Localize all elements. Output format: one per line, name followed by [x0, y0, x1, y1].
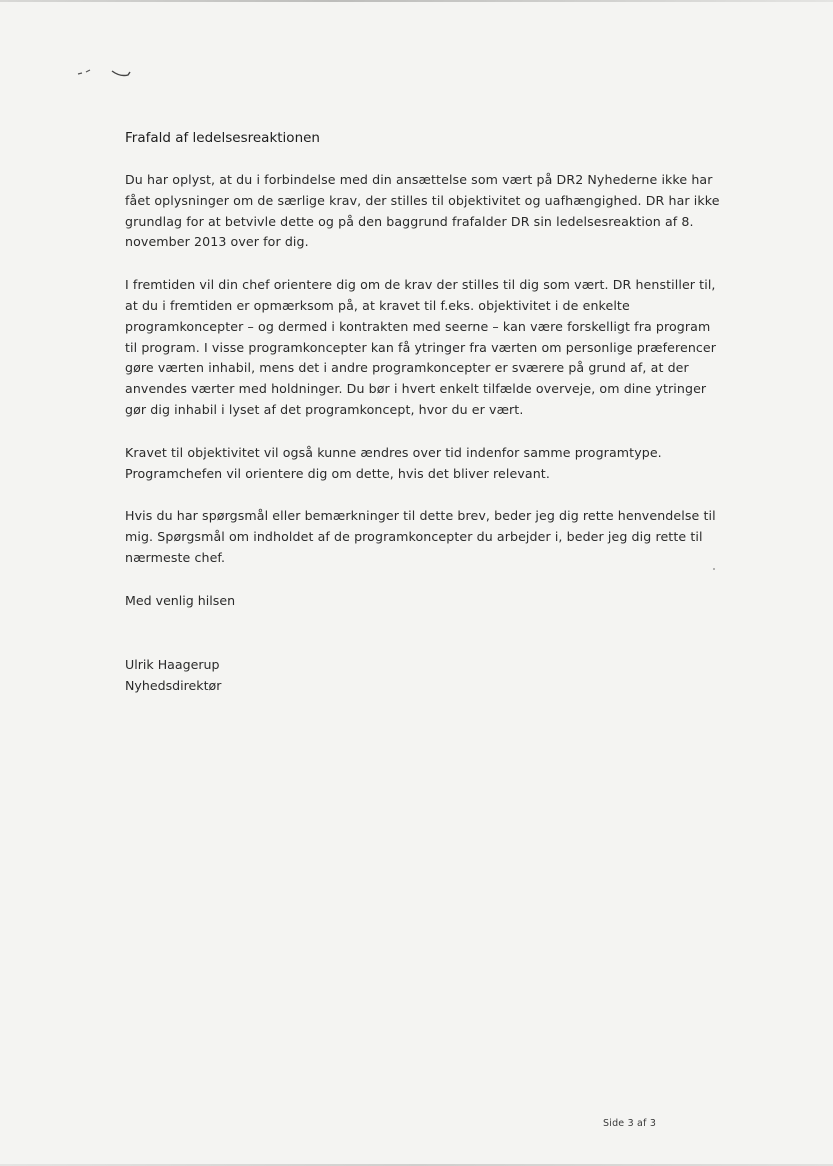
- paragraph-frafald: Du har oplyst, at du i forbindelse med din ansættelse som vært på DR2 Nyhederne ikke har fået oplysninger om de særlige krav, der stilles til objektivitet og uafhængighed. DR har ikke grundlag for at betvivle dette og på den baggrund frafalder DR sin ledelsesreaktion af 8. november 2013 over for dig.: [125, 172, 720, 250]
- page-number: Side 3 af 3: [603, 1118, 657, 1129]
- letter-heading: Frafald af ledelsesreaktionen: [125, 130, 320, 146]
- paragraph-spoergsmaal: Hvis du har spørgsmål eller bemærkninger til dette brev, beder jeg dig rette henvendelse til mig. Spørgsmål om indholdet af de programkoncepter du arbejder i, beder jeg dig rette til nærmeste chef.: [125, 508, 716, 565]
- scan-top-edge: [0, 0, 833, 2]
- signer-name: Ulrik Haagerup: [125, 656, 220, 672]
- scan-speck: [713, 568, 715, 570]
- signer-title: Nyhedsdirektør: [125, 677, 222, 693]
- scan-artifact-mark: [76, 64, 146, 80]
- signature-block: [125, 654, 725, 696]
- paragraph-fremtiden: I fremtiden vil din chef orientere dig om de krav der stilles til dig som vært. DR henstiller til, at du i fremtiden er opmærksom på, at kravet til f.eks. objektivitet i de enkelte programkoncepter – og dermed i kontrakten med seerne – kan være forskelligt fra program til program. I visse programkoncepter kan få ytringer fra værten om personlige præferencer gøre værten inhabil, mens det i andre programkoncepter er sværere på grund af, at der anvendes værter med holdninger. Du bør i hvert enkelt tilfælde overveje, om dine ytringer gør dig inhabil i lyset af det programkoncept, hvor du er vært.: [125, 277, 717, 417]
- paragraph-objektivitet: Kravet til objektivitet vil også kunne ændres over tid indenfor samme programtype. Programchefen vil orientere dig om dette, hvis det bliver relevant.: [125, 444, 662, 481]
- letter-body: [125, 128, 725, 696]
- closing-greeting: Med venlig hilsen: [125, 592, 236, 608]
